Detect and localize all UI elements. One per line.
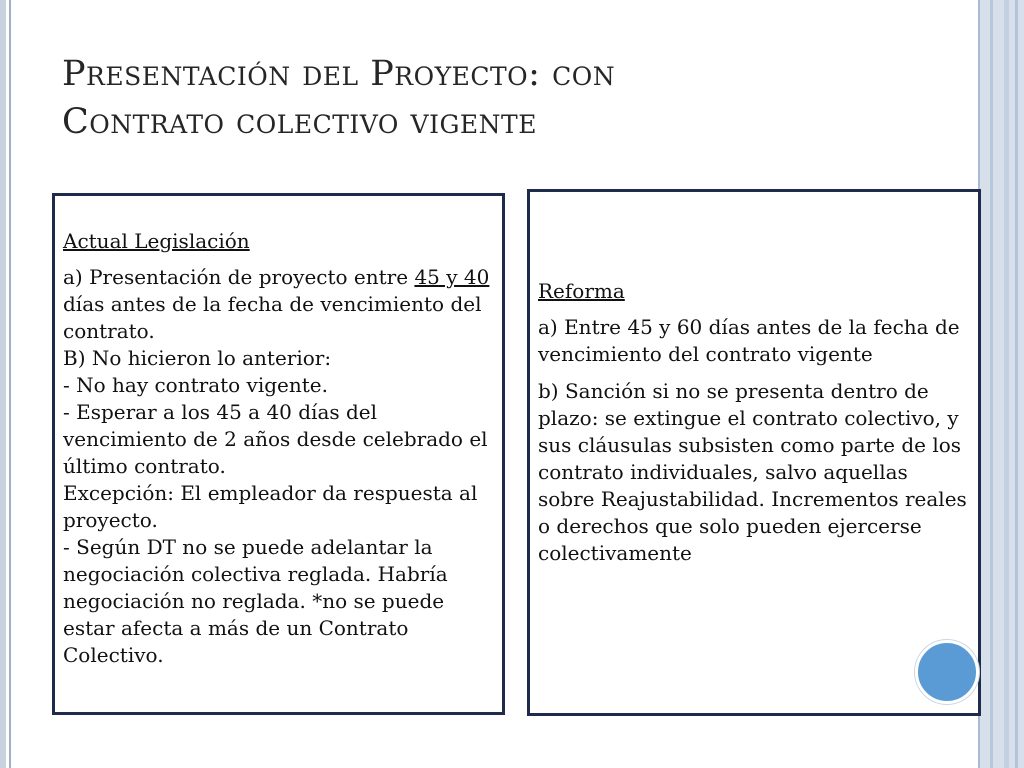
left-decorative-stripe xyxy=(0,0,6,768)
current-legislation-exception: Excepción: El empleador da respuesta al proyecto. xyxy=(63,481,478,532)
paragraph-a-underlined-range: 45 y 40 xyxy=(414,265,490,289)
decorative-circle xyxy=(915,640,979,704)
paragraph-a-prefix: a) Presentación de proyecto entre xyxy=(63,265,415,289)
current-legislation-box xyxy=(52,193,505,715)
current-legislation-paragraph-a xyxy=(63,264,494,345)
right-decorative-line xyxy=(990,0,993,768)
current-legislation-line-b: B) No hicieron lo anterior: xyxy=(63,346,332,370)
right-decorative-line xyxy=(1015,0,1018,768)
right-decorative-line xyxy=(1004,0,1009,768)
reform-paragraph-b: b) Sanción si no se presenta dentro de plazo: se extingue el contrato colectivo, y sus cláusulas subsisten como parte de los contrato individuales, salvo aquellas sobre Reajustabilidad. Incrementos reales o derechos que solo pueden ejercerse colectivamente xyxy=(538,379,967,565)
current-legislation-line-b1: - No hay contrato vigente. xyxy=(63,373,328,397)
slide-title xyxy=(62,50,962,146)
current-legislation-heading: Actual Legislación xyxy=(63,229,250,253)
reform-heading: Reforma xyxy=(538,279,625,303)
left-decorative-line xyxy=(9,0,11,768)
reform-paragraph-a: a) Entre 45 y 60 días antes de la fecha de vencimiento del contrato vigente xyxy=(538,315,960,366)
current-legislation-line-b2: - Esperar a los 45 a 40 días del vencimiento de 2 años desde celebrado el último contrato. xyxy=(63,400,488,478)
slide-title-line-1: Presentación del Proyecto: con xyxy=(62,54,616,94)
current-legislation-dt-note: - Según DT no se puede adelantar la negociación colectiva reglada. Habría negociación no reglada. *no se puede estar afecta a más de un Contrato Colectivo. xyxy=(63,535,448,667)
reform-box xyxy=(527,189,981,716)
slide-title-line-2: Contrato colectivo vigente xyxy=(62,102,537,142)
paragraph-a-suffix: días antes de la fecha de vencimiento del contrato. xyxy=(63,292,482,343)
